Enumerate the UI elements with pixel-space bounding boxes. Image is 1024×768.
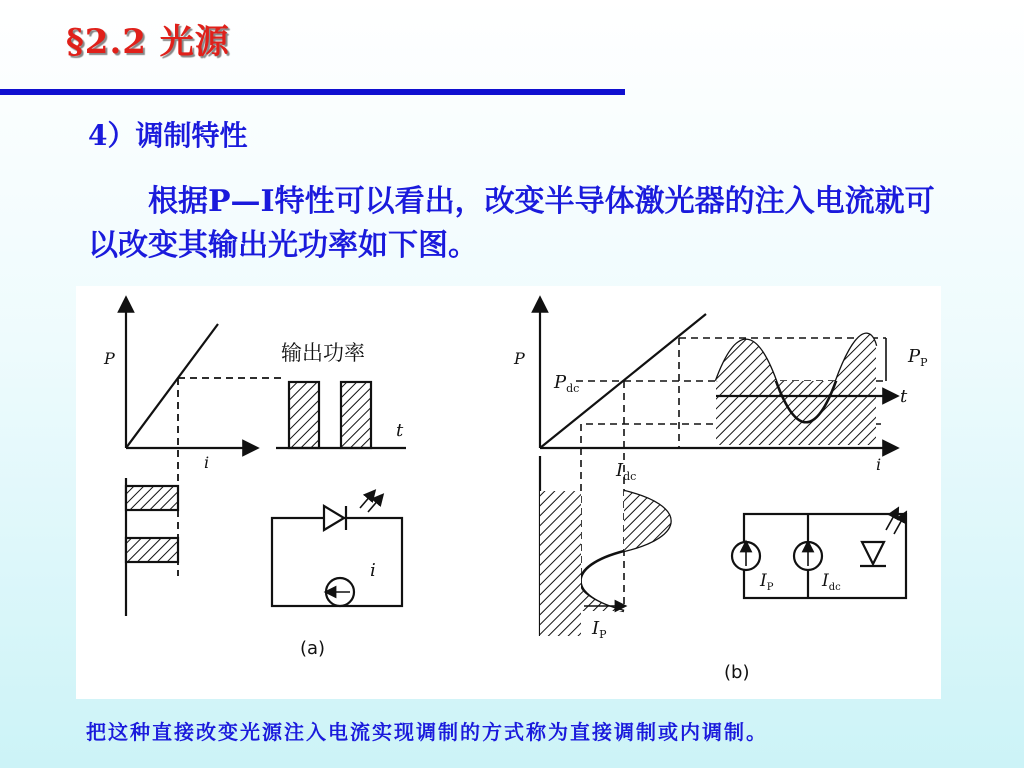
- a-t-label: t: [396, 420, 404, 441]
- a-i-label: i: [204, 453, 210, 472]
- a-output-pulse: [341, 382, 371, 448]
- b-pdc-label: $P_{dc}$: [554, 372, 580, 395]
- bottom-caption: 把这种直接改变光源注入电流实现调制的方式称为直接调制或内调制。: [86, 720, 768, 744]
- b-ip-label: $I_P$: [592, 618, 607, 641]
- body-paragraph-text: 根据P—I特性可以看出，改变半导体激光器的注入电流就可以改变其输出光功率如下图。: [88, 184, 935, 263]
- a-circuit-current-label: i: [370, 560, 376, 581]
- modulation-figure: [76, 286, 941, 699]
- modulation-diagram: [76, 286, 941, 699]
- a-output-power-label: 输出功率: [281, 341, 365, 365]
- b-caption: (b): [724, 662, 750, 683]
- title-underline: [0, 89, 625, 95]
- b-p-label: P: [514, 349, 525, 368]
- slide-title: §2.2 光源: [66, 22, 230, 62]
- b-idc-label: $I_{dc}$: [616, 460, 637, 483]
- b-circuit-idc-label: $I_{dc}$: [822, 571, 841, 593]
- b-pp-label: $P_P$: [908, 346, 928, 369]
- figure-b: [540, 304, 906, 636]
- a-input-pulse: [126, 538, 178, 562]
- body-paragraph: [88, 180, 948, 268]
- a-output-pulse: [289, 382, 319, 448]
- a-input-pulse: [126, 486, 178, 510]
- a-p-label: P: [104, 349, 115, 368]
- b-output-hatch: [716, 381, 876, 445]
- b-i-label: i: [876, 455, 882, 474]
- b-laser-diode-icon: [862, 542, 884, 564]
- a-pi-line: [126, 324, 218, 448]
- section-subheading: 4）调制特性: [88, 119, 248, 152]
- b-t-label: t: [900, 386, 908, 407]
- b-circuit-ip-label: $I_P$: [760, 571, 774, 593]
- a-caption: (a): [300, 638, 326, 659]
- a-laser-diode-icon: [324, 506, 344, 530]
